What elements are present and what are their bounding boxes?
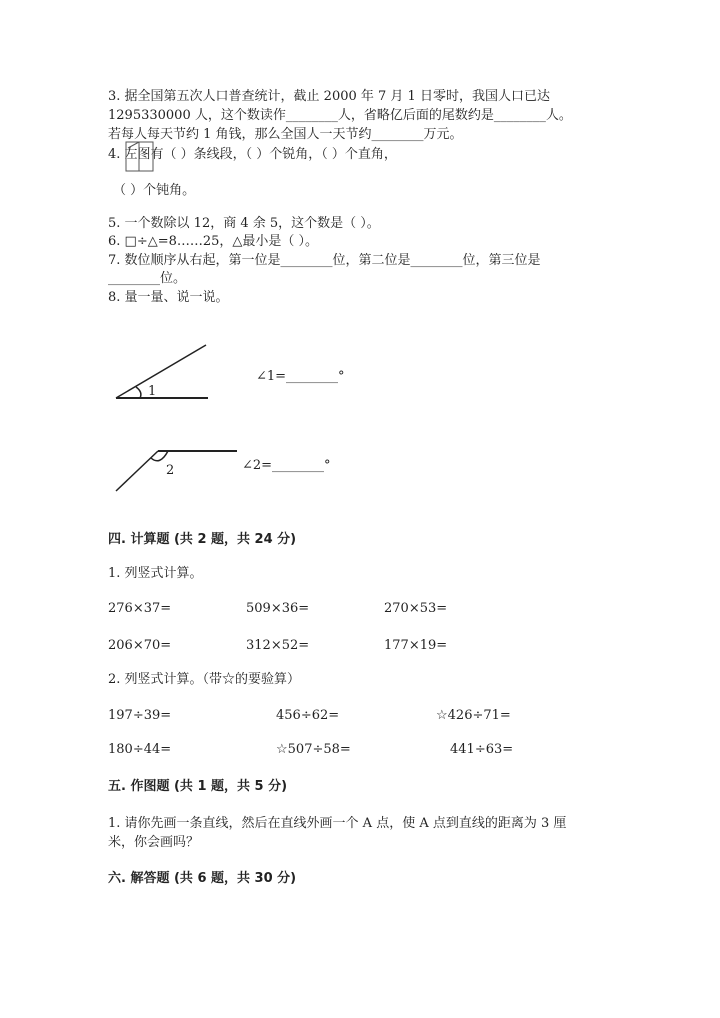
q3-line3: 若每人每天节约 1 角钱，那么全国人一天节约________万元。 [108,127,463,142]
angle-1-answer: ∠1=________° [256,369,345,384]
q7-line2: ________位。 [108,271,187,286]
calc-item: 206×70= [108,638,172,653]
section5-q1-line2: 米，你会画吗？ [108,835,200,850]
calc-item: 197÷39= [108,708,172,723]
angle-1-number: 1 [148,384,157,399]
section4-q2-title: 2. 列竖式计算。（带☆的要验算） [108,672,301,687]
section4-q1-title: 1. 列竖式计算。 [108,566,203,581]
calc-item: ☆507÷58= [276,742,351,757]
angle-2-number: 2 [166,463,175,478]
angle-1-figure [110,340,220,404]
calc-item: 270×53= [384,601,448,616]
angle-2-figure [110,443,240,495]
calc-item: 177×19= [384,638,448,653]
q4-line2: （ ）个钝角。 [113,183,196,198]
calc-item: 312×52= [246,638,310,653]
calc-item: ☆426÷71= [436,708,511,723]
q7-line1: 7. 数位顺序从右起，第一位是________位，第二位是________位，第三位是 [108,253,541,268]
q8-text: 8. 量一量、说一说。 [108,290,229,305]
q6-text: 6. □÷△=8……25，△最小是（ ）。 [108,234,319,249]
calc-item: 509×36= [246,601,310,616]
q3-line1: 3. 据全国第五次人口普查统计，截止 2000 年 7 月 1 日零时，我国人口已达 [108,89,550,104]
angle-2-answer: ∠2=________° [242,458,331,473]
q5-text: 5. 一个数除以 12，商 4 余 5，这个数是（ ）。 [108,216,380,231]
book-figure [125,141,155,173]
calc-item: 456÷62= [276,708,340,723]
calc-item: 441÷63= [450,742,514,757]
calc-item: 180÷44= [108,742,172,757]
section6-heading: 六. 解答题 (共 6 题，共 30 分) [108,871,297,886]
section5-q1-line1: 1. 请你先画一条直线，然后在直线外画一个 A 点，使 A 点到直线的距离为 3 厘 [108,816,567,831]
q3-line2: 1295330000 人，这个数读作________人，省略亿后面的尾数约是________人。 [108,108,572,123]
section5-heading: 五. 作图题 (共 1 题，共 5 分) [108,779,288,794]
section4-heading: 四. 计算题 (共 2 题，共 24 分) [108,532,297,547]
q4-line1: 4. 左图有（ ）条线段，（ ）个锐角，（ ）个直角， [108,147,397,162]
calc-item: 276×37= [108,601,172,616]
